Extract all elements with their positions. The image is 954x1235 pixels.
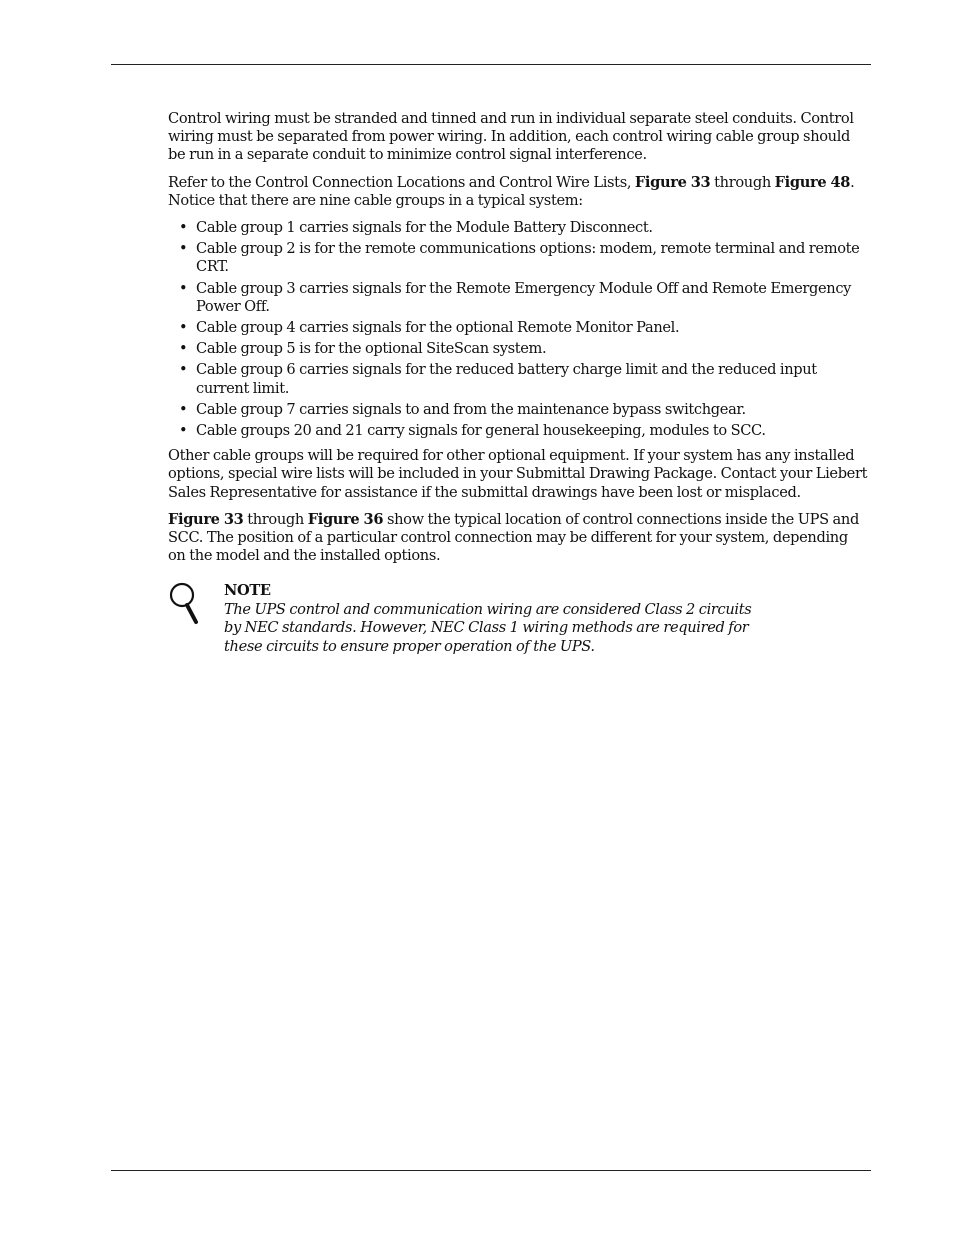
list-item: [168, 361, 868, 397]
list-item-text: Cable group 2 is for the remote communications options: modem, remote terminal and remote CRT.: [196, 240, 860, 276]
note-line: by NEC standards. However, NEC Class 1 wiring methods are required for: [224, 619, 749, 637]
list-item: [168, 340, 868, 358]
magnifying-glass-icon: [168, 582, 202, 626]
list-item: [168, 401, 868, 419]
list-item-text: Cable group 6 carries signals for the reduced battery charge limit and the reduced input current limit.: [196, 361, 817, 397]
refer-paragraph: [168, 174, 868, 210]
note-line: The UPS control and communication wiring are considered Class 2 circuits: [224, 601, 752, 619]
other-groups-paragraph: Other cable groups will be required for other optional equipment. If your system has any installed options, special wire lists will be included in your Submittal Drawing Package. Contact your Liebert Sales Representative for assistance if the submittal drawings have been lost or misplaced.: [168, 447, 868, 501]
figure-ref-end: Figure 36: [307, 510, 384, 528]
refer-through: through: [710, 173, 775, 191]
footer-rule: [111, 1170, 871, 1171]
bullet: •: [179, 340, 188, 358]
bullet: •: [179, 279, 188, 297]
list-item-text: Cable group 4 carries signals for the optional Remote Monitor Panel.: [196, 319, 680, 337]
list-item-text: Cable group 3 carries signals for the Remote Emergency Module Off and Remote Emergency Power Off.: [196, 279, 852, 315]
list-item-text: Cable group 7 carries signals to and from the maintenance bypass switchgear.: [196, 400, 746, 418]
bullet: •: [179, 319, 188, 337]
list-item: [168, 240, 868, 276]
cable-group-list: [168, 219, 868, 440]
figure-ref-start: Figure 33: [634, 173, 711, 191]
list-item: [168, 219, 868, 237]
list-item: [168, 422, 868, 440]
bullet: •: [179, 361, 188, 379]
refer-text-after: . Notice that there are nine cable groups in a typical system:: [168, 173, 855, 209]
intro-paragraph: Control wiring must be stranded and tinned and run in individual separate steel conduits. Control wiring must be separated from power wiring. In addition, each control wiring cable group should be run in a separate conduit to minimize control signal interference.: [168, 110, 854, 164]
list-item-text: Cable group 1 carries signals for the Module Battery Disconnect.: [196, 219, 653, 237]
figure-ref-end: Figure 48: [774, 173, 851, 191]
note-body: [224, 601, 784, 656]
bullet: •: [179, 219, 188, 237]
figures-paragraph: [168, 511, 868, 566]
figures-through: through: [243, 510, 308, 528]
list-item-text: Cable group 5 is for the optional SiteScan system.: [196, 340, 547, 358]
note-text: [224, 582, 784, 656]
bullet: •: [179, 400, 188, 418]
bullet: •: [179, 422, 188, 440]
header-rule: [111, 64, 871, 65]
main-content: [168, 110, 868, 574]
note-title: NOTE: [224, 582, 271, 599]
figure-ref-start: Figure 33: [168, 510, 244, 528]
figures-text-after: show the typical location of control connections inside the UPS and SCC. The position of a particular control connection may be different for your system, depending on the model and the installed options.: [168, 510, 859, 565]
list-item: [168, 319, 868, 337]
note-line: these circuits to ensure proper operation of the UPS.: [224, 637, 595, 655]
list-item-text: Cable groups 20 and 21 carry signals for general housekeeping, modules to SCC.: [196, 422, 766, 440]
refer-text-before: Refer to the Control Connection Locations and Control Wire Lists,: [168, 173, 635, 191]
bullet: •: [179, 240, 188, 258]
list-item: [168, 280, 868, 316]
